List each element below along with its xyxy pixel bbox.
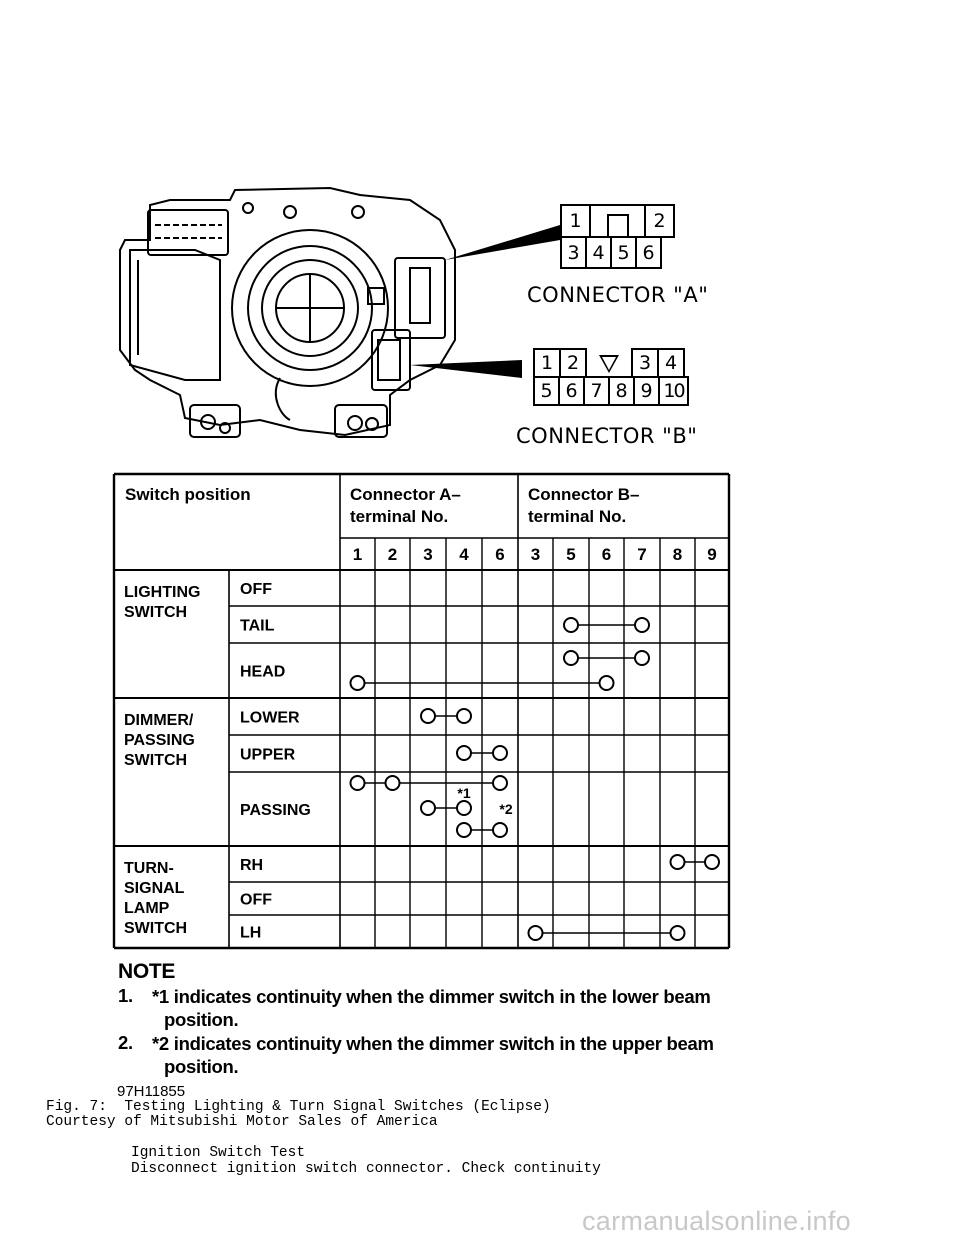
note-item-2-line-1: *2 indicates continuity when the dimmer switch in the upper beam: [152, 1033, 714, 1054]
switch-position-label: HEAD: [240, 663, 286, 681]
terminal-number: 7: [637, 545, 647, 564]
switch-position-label: OFF: [240, 891, 272, 909]
continuity-point: [493, 746, 507, 760]
switch-group-label: DIMMER/: [124, 712, 194, 729]
continuity-point: [564, 618, 578, 632]
switch-position-label: TAIL: [240, 617, 275, 635]
watermark: carmanualsonline.info: [582, 1206, 851, 1236]
continuity-point: [564, 651, 578, 665]
continuity-point: [600, 676, 614, 690]
connector-b-pin: 7: [584, 377, 609, 405]
continuity-point: [421, 801, 435, 815]
switch-group-label: SWITCH: [124, 752, 188, 769]
switch-group-label: SWITCH: [124, 920, 188, 937]
switch-position-label: UPPER: [240, 746, 296, 764]
continuity-point: [671, 855, 685, 869]
connector-a-label: CONNECTOR "A": [527, 283, 709, 307]
terminal-number: 3: [530, 545, 541, 564]
switch-position-label: LH: [240, 924, 262, 942]
note-item-2-text: [152, 1032, 714, 1078]
connector-b-pin: 10: [659, 377, 688, 405]
connector-b-pin: 4: [658, 349, 684, 377]
continuity-point: [351, 776, 365, 790]
switch-group-label: LAMP: [124, 900, 170, 917]
terminal-number: 8: [672, 545, 683, 564]
terminal-number: 3: [423, 545, 433, 564]
connector-a-pin: 2: [645, 205, 674, 237]
note-item-1-text: [152, 985, 711, 1031]
terminal-number: 2: [387, 545, 398, 564]
section-title: Ignition Switch Test: [131, 1145, 306, 1161]
continuity-point: [493, 823, 507, 837]
continuity-point: [351, 676, 365, 690]
switch-group-label: PASSING: [124, 732, 195, 749]
note-item-1-line-2: position.: [164, 1009, 239, 1030]
continuity-point: [493, 776, 507, 790]
continuity-point: [457, 709, 471, 723]
continuity-point: [635, 618, 649, 632]
connector-a-pin: 4: [586, 237, 611, 268]
terminal-number: 4: [459, 545, 469, 564]
figure-credit: Courtesy of Mitsubishi Motor Sales of America: [46, 1114, 438, 1130]
marker-2: *2: [499, 801, 513, 817]
terminal-number: 6: [601, 545, 612, 564]
switch-position-label: PASSING: [240, 802, 311, 819]
terminal-number: 9: [707, 545, 717, 564]
continuity-point: [421, 709, 435, 723]
connector-b-pin: 9: [634, 377, 659, 405]
connector-b-label: CONNECTOR "B": [516, 424, 698, 448]
connector-a-pin: 3: [561, 237, 586, 268]
note-item-1-line-1: *1 indicates continuity when the dimmer switch in the lower beam: [152, 986, 711, 1007]
note-item-2-line-2: position.: [164, 1056, 239, 1077]
continuity-point: [457, 823, 471, 837]
terminal-number: 1: [352, 545, 363, 564]
continuity-point: [457, 746, 471, 760]
switch-position-label: RH: [240, 857, 264, 874]
terminal-number: 6: [495, 545, 505, 564]
continuity-point: [457, 801, 471, 815]
connector-a-pin: 1: [561, 205, 590, 237]
continuity-point: [529, 926, 543, 940]
connector-b-pin: 8: [609, 377, 634, 405]
switch-group-label: TURN-: [124, 860, 174, 877]
figure-id: 97H11855: [117, 1083, 186, 1100]
connector-a-pin: 6: [636, 237, 661, 268]
terminal-number: 5: [566, 545, 576, 564]
continuity-point: [671, 926, 685, 940]
continuity-point: [635, 651, 649, 665]
header-connector-b: Connector B–: [528, 485, 640, 504]
header-connector-a: Connector A–: [350, 485, 461, 504]
figure-caption: Fig. 7: Testing Lighting & Turn Signal Switches (Eclipse): [46, 1099, 551, 1115]
continuity-point: [386, 776, 400, 790]
note-item-1-number: 1.: [118, 985, 133, 1006]
connector-b-pin: 6: [559, 377, 584, 405]
switch-position-label: LOWER: [240, 709, 300, 727]
section-text: Disconnect ignition switch connector. Check continuity: [131, 1161, 601, 1177]
connector-b-pin: 1: [534, 349, 560, 377]
header-connector-b-sub: terminal No.: [528, 507, 627, 526]
connector-b-pin: 3: [632, 349, 658, 377]
switch-position-label: OFF: [240, 581, 272, 598]
switch-group-label: SIGNAL: [124, 880, 185, 897]
note-item-2-number: 2.: [118, 1032, 133, 1053]
continuity-point: [705, 855, 719, 869]
switch-group-label: LIGHTING: [124, 584, 201, 601]
header-connector-a-sub: terminal No.: [350, 507, 449, 526]
marker-1: *1: [457, 785, 471, 801]
connector-b-pin: 2: [560, 349, 586, 377]
note-title: NOTE: [118, 960, 176, 983]
connector-b-pin: 5: [534, 377, 559, 405]
header-switch-position: Switch position: [125, 485, 251, 504]
switch-group-label: SWITCH: [124, 604, 188, 621]
connector-a-pin: 5: [611, 237, 636, 268]
